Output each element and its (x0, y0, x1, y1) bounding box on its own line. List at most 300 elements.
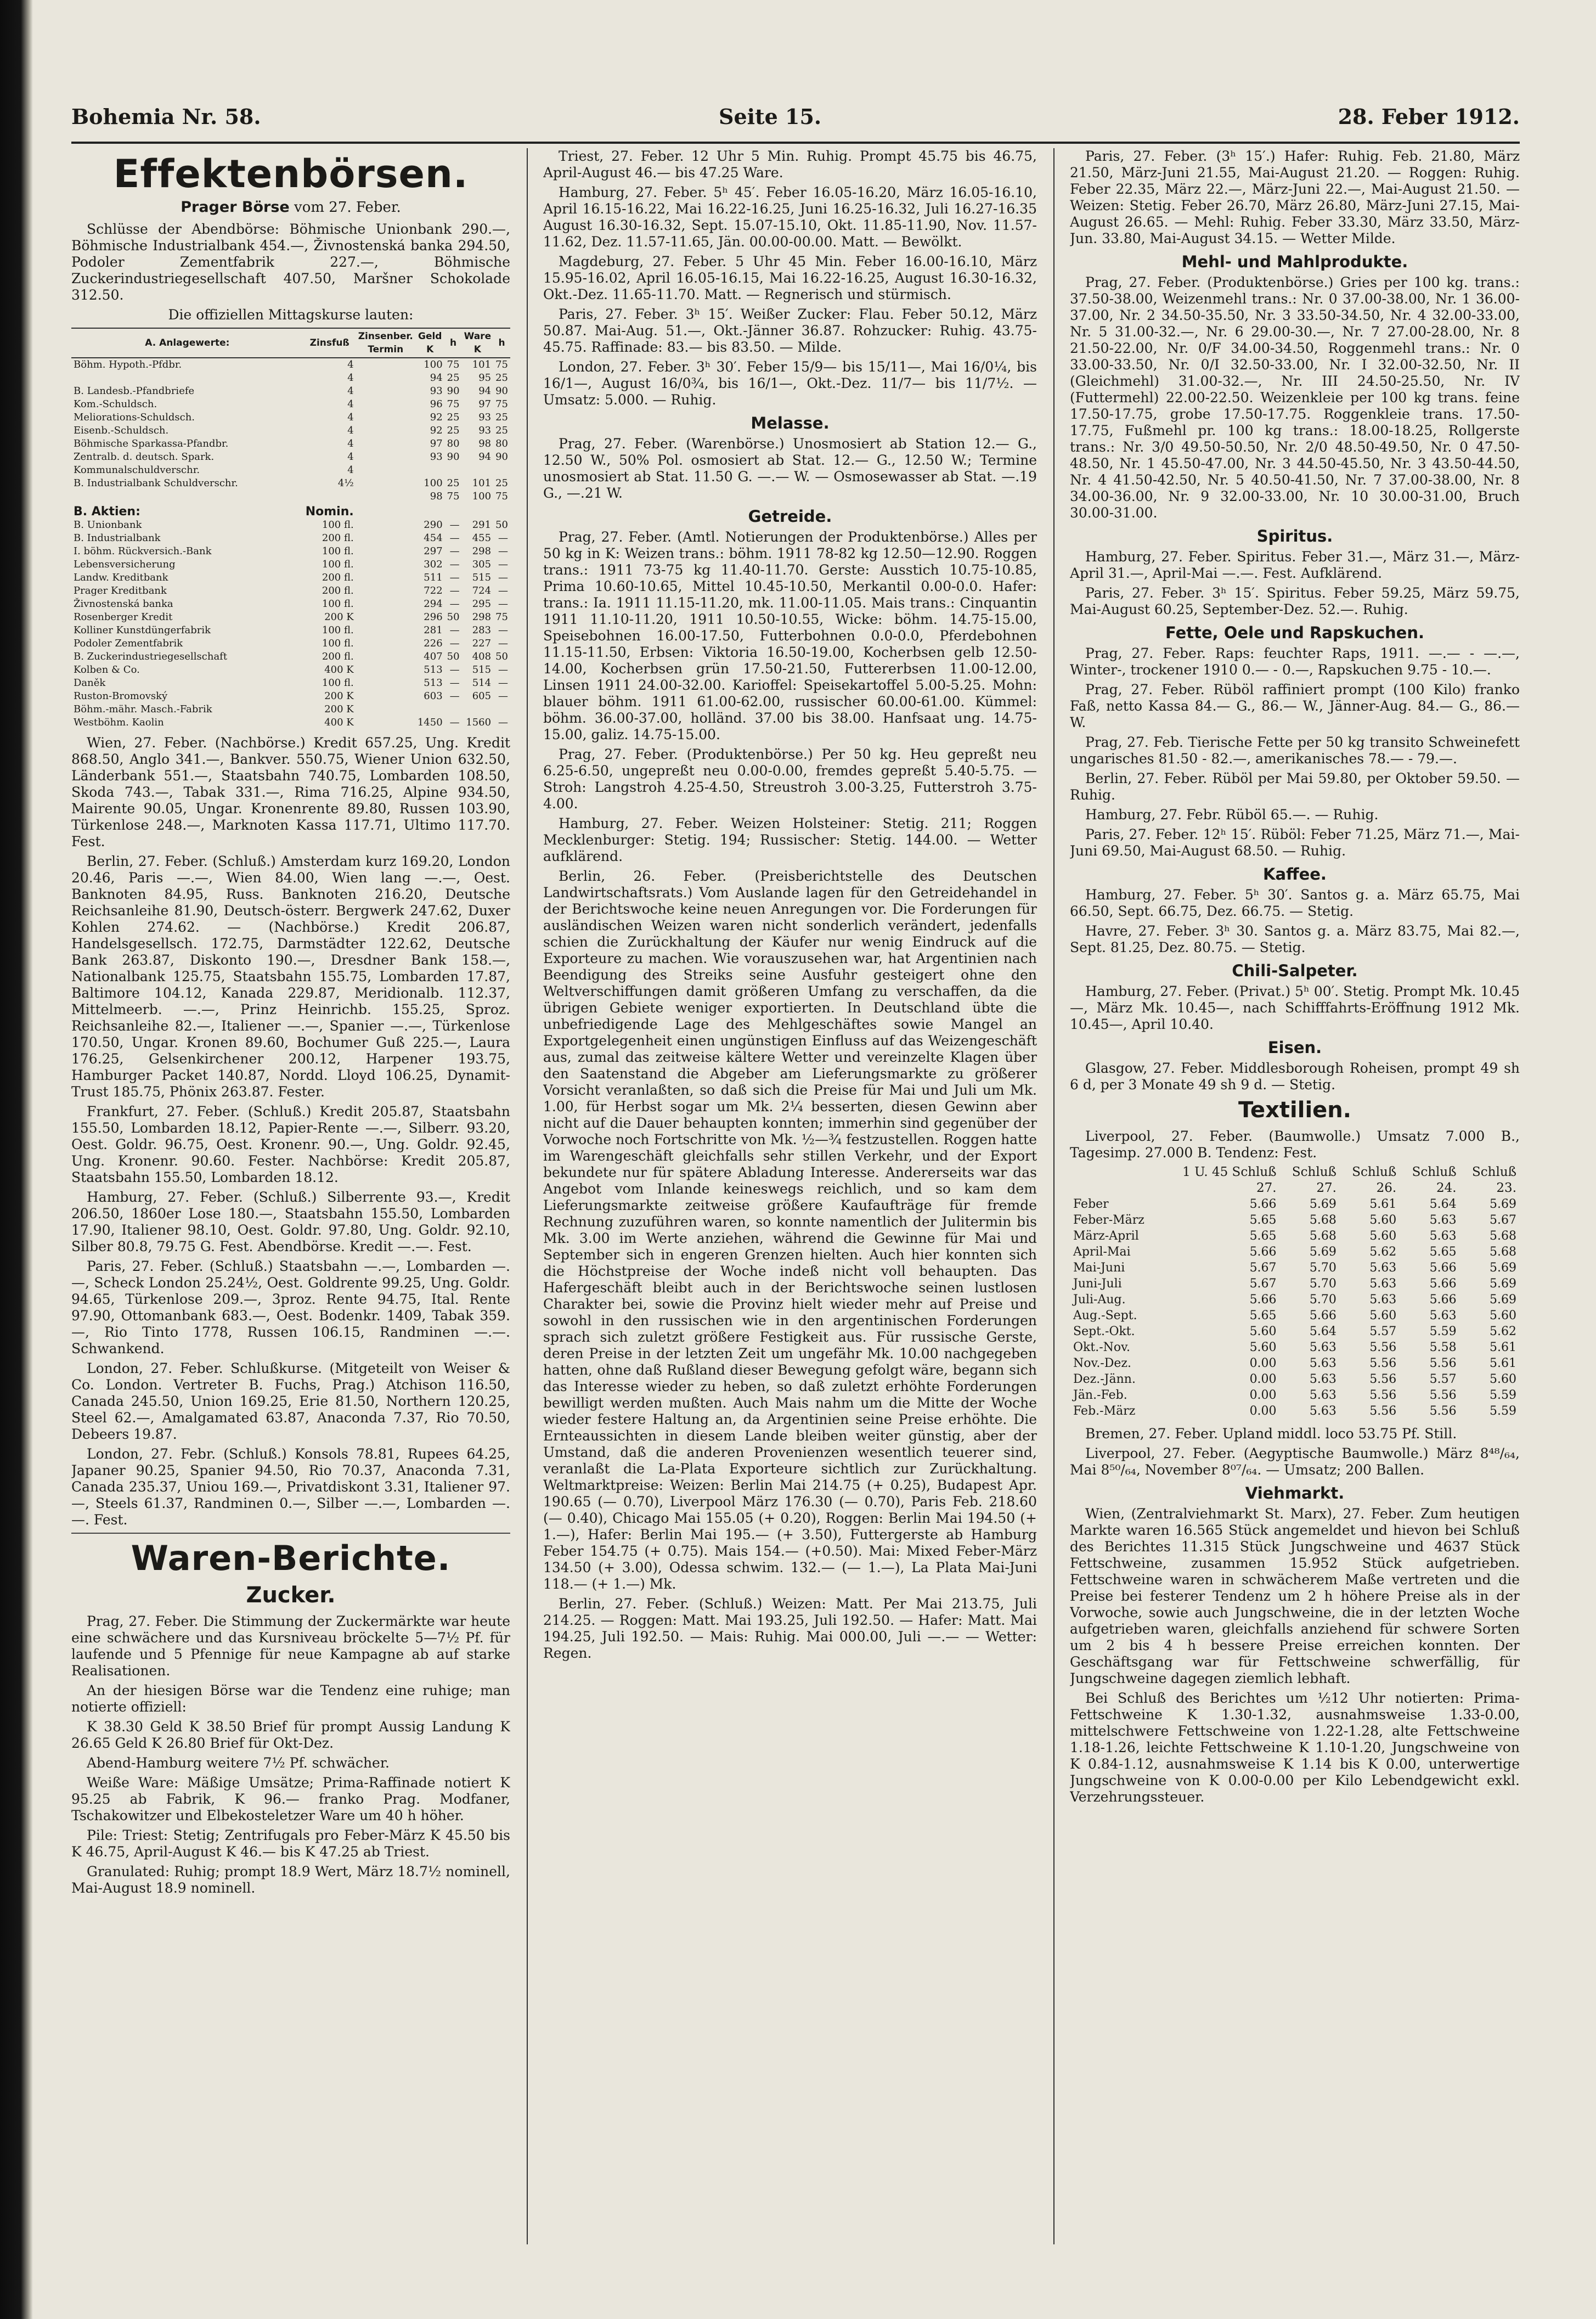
rates-header-cell: Ware K (462, 328, 494, 358)
rate-cell (356, 411, 415, 424)
security-name: Böhm. Hypoth.-Pfdbr. (74, 359, 182, 370)
rate-cell: 25 (447, 412, 460, 423)
rate-cell: — (498, 624, 508, 636)
rate-cell: 514 (472, 677, 492, 689)
price-cell: 5.69 (1490, 1197, 1516, 1211)
getreide-report-1: Prag, 27. Feber. (Amtl. Notierungen der Produktenbörse.) Alles per 50 kg in K: Weizen trans.: böhm. 1911 78-82 kg 12.50—12.90. Roggen trans.: 1911 73-75 kg 11.40-11.70. Gerste: Ausstich 10.75-10.85, Prima 10.60-10.65, Mittel 10.45-10.50, Merkantil 0.00-0.0. Hafer: trans.: Ia. 1911 11.15-11.20, mk. 11.00-11.05. Mais trans.: Cinquantin 1911 11.10-11.20, 1911 10.50-10.55, Wicke: böhm. 14.75-15.00, Speisebohnen 16.00-17.50, Futterbohnen 0.0-0.0, Pferdebohnen 11.15-11.50, Erbsen: Viktoria 16.50-19.00, Kocherbsen gelb 12.50-14.00, Kocherbsen grün 17.50-21.50, Futtererbsen 11.00-12.00, Linsen 1911 24.00-32.00. Karioffel: Speisekartoffel 5.00-5.25. Mohn: blauer böhm. 1911 61.00-62.00, russischer 60.00-61.00. Kümmel: böhm. 36.00-37.00, holländ. 37.00 bis 38.00. Hanfsaat ung. 14.75-15.00, galiz. 14.75-15.00. (543, 529, 1037, 742)
getreide-report-2: Prag, 27. Feber. (Produktenbörse.) Per 50 kg. Heu gepreßt neu 6.25-6.50, ungepreßt neu 0.00-0.00, fremdes gepreßt 5.40-5.75. — Stroh: Langstroh 4.25-4.50, Streustroh 3.00-3.25, Futterstroh 3.75-4.00. (543, 746, 1037, 812)
price-cell: 5.63 (1309, 1388, 1336, 1402)
price-cell: 5.56 (1429, 1388, 1457, 1402)
security-name: B. Zuckerindustriegesellschaft (74, 651, 228, 662)
rate-cell: — (498, 717, 508, 728)
price-cell: 27. (1316, 1181, 1336, 1195)
price-cell: 5.62 (1369, 1245, 1397, 1259)
viehmarkt-report-1: Wien, (Zentralviehmarkt St. Marx), 27. Feber. Zum heutigen Markte waren 16.565 Stück angemeldet und hievon bei Schluß des Berichtes 11.315 Stück Jungschweine und 4637 Stück Fettschweine, zusammen 15.952 Stück aufgetrieben. Fettschweine waren in schwächerem Maße vertreten und die Preise bei festerer Tendenz um 2 h höhere Preise als in der Vorwoche, sowie auch Jungschweine, die in der letzten Woche aufgetrieben waren, gleichfalls anziehend für schwere Sorten um 2 bis 4 h bessere Preise erreichen konnten. Der Geschäftsgang war für Fettschweine schwerfällig, für Jungschweine dagegen ziemlich lebhaft. (1070, 1506, 1520, 1686)
rate-cell: 100 fl. (322, 638, 354, 649)
price-cell: 5.60 (1490, 1372, 1516, 1386)
price-cell: 5.57 (1369, 1325, 1397, 1338)
rate-cell: — (449, 532, 460, 544)
rate-cell: 96 (430, 398, 443, 410)
rate-cell: 93 (430, 385, 443, 397)
security-name: Böhm.-mähr. Masch.-Fabrik (74, 703, 212, 715)
price-cell: 5.64 (1429, 1197, 1457, 1211)
table-row (71, 637, 510, 650)
price-cell: 5.65 (1249, 1213, 1277, 1227)
price-cell: 5.56 (1369, 1388, 1397, 1402)
rate-cell: 98 (478, 438, 492, 449)
price-cell: 5.69 (1490, 1293, 1516, 1307)
rate-cell: 101 (472, 477, 492, 489)
eisen-report: Glasgow, 27. Feber. Middlesborough Roheisen, prompt 49 sh 6 d, per 3 Monate 49 sh 9 d. — Stetig. (1070, 1060, 1520, 1093)
rate-cell (356, 690, 415, 703)
column-1 (71, 148, 510, 2255)
rate-cell: 226 (424, 638, 443, 649)
price-cell: 5.61 (1490, 1356, 1516, 1370)
frankfurt-report: Frankfurt, 27. Feber. (Schluß.) Kredit 205.87, Staatsbahn 155.50, Lombarden 18.12, Papier-Rente —.—, Silberr. 93.20, Oest. Goldr. 96.75, Oest. Kronenr. 90.—, Ung. Goldr. 92.45, Ung. Kronenr. 90.60. Fester. Nachbörse: Kredit 205.87, Staatsbahn 155.50, Lombarden 18.12. (71, 1104, 510, 1185)
rate-cell: 227 (472, 638, 492, 649)
price-cell: 5.66 (1249, 1293, 1277, 1307)
spiritus-report-2: Paris, 27. Feber. 3ʰ 15′. Spiritus. Feber 59.25, März 59.75, Mai-August 60.25, September-Dez. 52.—. Ruhig. (1070, 585, 1520, 617)
price-cell: 5.63 (1309, 1341, 1336, 1354)
rate-cell: 90 (447, 385, 460, 397)
table-row (71, 424, 510, 437)
fette-report-3: Prag, 27. Feb. Tierische Fette per 50 kg transito Schweinefett ungarisches 81.50 - 82.—, amerikanisches 78.— - 79.—. (1070, 734, 1520, 767)
price-cell: 1 U. 45 Schluß (1182, 1165, 1277, 1179)
rate-cell: 25 (495, 425, 508, 436)
rate-cell: 50 (447, 651, 460, 662)
melasse-title: Melasse. (751, 414, 830, 432)
rate-cell (356, 424, 415, 437)
rate-cell: 100 (424, 359, 443, 370)
price-cell: 5.63 (1309, 1356, 1336, 1370)
rate-cell: 90 (495, 451, 508, 463)
prager-boerse-date: vom 27. Feber. (294, 199, 401, 216)
rate-cell: — (498, 559, 508, 570)
month-label: Sept.-Okt. (1073, 1325, 1135, 1338)
table-row (71, 703, 510, 716)
month-label: März-April (1073, 1229, 1139, 1243)
spiritus-report-1: Hamburg, 27. Feber. Spiritus. Feber 31.—, März 31.—, März-April 31.—, April-Mai —.—. Fest. Aufklärend. (1070, 549, 1520, 581)
security-name: Landw. Kreditbank (74, 572, 168, 583)
price-cell: 26. (1376, 1181, 1397, 1195)
aktien-group-label: Nomin. (305, 505, 354, 519)
column-2 (543, 148, 1037, 2255)
rate-cell: 93 (430, 451, 443, 463)
rate-cell: — (498, 690, 508, 702)
price-cell: 5.56 (1429, 1356, 1457, 1370)
price-cell: 5.57 (1429, 1372, 1457, 1386)
price-cell: 5.59 (1429, 1325, 1457, 1338)
rate-cell: 298 (472, 611, 492, 623)
price-cell: 5.68 (1490, 1245, 1516, 1259)
rate-cell: 92 (430, 425, 443, 436)
viehmarkt-title: Viehmarkt. (1245, 1484, 1345, 1502)
month-label: Feber-März (1073, 1213, 1144, 1227)
rate-cell: 200 K (324, 611, 354, 623)
price-cell: 5.66 (1249, 1245, 1277, 1259)
price-cell: 5.59 (1490, 1388, 1516, 1402)
getreide-report-4: Berlin, 26. Feber. (Preisberichtstelle des Deutschen Landwirtschaftsrats.) Vom Auslande lagen für den Getreidehandel in der Berichtswoche keine neuen Anregungen vor. Die Forderungen für ausländischen Weizen waren nicht sonderlich verändert, jedenfalls schien die Zurückhaltung der Käufer nur wenig Eindruck auf die Exporteure zu machen. Wie vorauszusehen war, hat Argentinien nach Beendigung des Streiks seine Ausfuhr gesteigert ohne den Weltverschiffungen damit größeren Umfang zu verschaffen, da die übrigen Gebiete weniger exportierten. In Deutschland übte die unbefriedigende Lage des Mehlgeschäftes sowie Mangel an Exportgelegenheit einen ungünstigen Einfluss auf das Weizengeschäft aus, zumal das zeitweise kältere Wetter und vereinzelte Klagen über den Saatenstand die Abgeber am Lieferungsmarkte zu größerer Vorsicht veranlaßten, so daß sich die Preise für Mai und Juli um Mk. 1.00, für Herbst sogar um Mk. 2¼ besserten, diesen Gewinn aber nicht auf die Dauer behaupten konnten; immerhin sind gegenüber der Vorwoche noch Fortschritte von Mk. ½—¾ festzustellen. Roggen hatte im Warengeschäft gleichfalls sehr stillen Verkehr, und der Export bekundete nur für spätere Abladung Interesse. Andererseits war das Angebot vom Inlande keineswegs reichlich, und so kam dem Lieferungsmarkte zeitweise größere Kaufaufträge für fremde Rechnung zuzuführen waren, so konnte namentlich der Julitermin bis Mk. 3.00 im Werte anziehen, während die Gewinne für Mai und September sich in engeren Grenzen hielten. Auch hier konnten sich die Höchstpreise der Woche indeß nicht voll behaupten. Das Hafergeschäft bleibt auch in der Berichtswoche seinen lustlosen Charakter bei, sowie die Provinz hielt wieder mehr auf Preise und sowohl in den russischen wie in den argentinischen Forderungen sprach sich zuletzt größere Festigkeit aus. Für russische Gerste, deren Preise in der letzten Zeit um ungefähr Mk. 10.00 nachgegeben hatten, ohne daß Rußland dieser Bewegung gefolgt wäre, begann sich das Interesse wieder zu heben, so daß zuletzt erhöhte Forderungen bewilligt werden mußten. Auch Mais nahm um die Mitte der Woche wieder festere Haltung an, da Argentinien seine Preise erhöhte. Die Ernteaussichten in diesem Lande bleiben weiter günstig, aber der Umstand, daß die anderen Provenienzen wesentlich teuerer sind, veranlaßt die La-Plata Exporteure sichtlich zur Zurückhaltung. Weltmarktpreise: Weizen: Berlin Mai 214.75 (+ 0.25), Budapest Apr. 190.65 (— 0.70), Liverpool März 176.30 (— 0.70), Paris Feb. 218.60 (— 0.40), Chicago Mai 155.05 (+ 0.20), Roggen: Berlin Mai 194.50 (+ 1.—), Hafer: Berlin Mai 195.— (+ 3.50), Futtergerste ab Hamburg Feber 154.75 (+ 0.75). Mais 154.— (+0.50). Mai: Mixed Feber-März 134.50 (+ 3.00), Odessa schwim. 132.— (— 1.—), La Plata Mai-Juni 118.— (+ 1.—) Mk. (543, 868, 1037, 1592)
magdeburg-report: Magdeburg, 27. Feber. 5 Uhr 45 Min. Feber 16.00-16.10, März 15.95-16.02, April 16.05-16.15, Mai 16.22-16.25, August 16.30-16.32, Okt.-Dez. 11.65-11.70. Matt. — Regnerisch und stürmisch. (543, 254, 1037, 302)
prager-boerse-heading (71, 199, 510, 216)
getreide-report-5: Berlin, 27. Feber. (Schluß.) Weizen: Matt. Per Mai 213.75, Juli 214.25. — Roggen: Matt. Mai 193.25, Juli 192.50. — Hafer: Matt. Mai 194.25, Juli 192.50. — Mais: Ruhig. Mai 000.00, Juli —.— — Wetter: Regen. (543, 1596, 1037, 1661)
price-cell: 5.66 (1429, 1293, 1457, 1307)
price-cell: 5.63 (1369, 1277, 1397, 1291)
table-row (71, 690, 510, 703)
table-row (1070, 1387, 1520, 1403)
rate-cell (356, 398, 415, 411)
rate-cell: 75 (495, 611, 508, 623)
getreide-report-3: Hamburg, 27. Feber. Weizen Holsteiner: Stetig. 211; Roggen Mecklenburger: Stetig. 194; Russischer: Stetig. 144.00. — Wetter aufklärend. (543, 815, 1037, 864)
column-rule-2 (1053, 148, 1054, 2244)
rate-cell (356, 358, 415, 372)
rate-cell: 25 (447, 372, 460, 384)
price-cell: 0.00 (1249, 1372, 1277, 1386)
fette-report-1: Prag, 27. Feber. Raps: feuchter Raps, 1911. —.— - —.—, Winter-, trockener 1910 0.— - 0.—, Rapskuchen 9.75 - 10.—. (1070, 645, 1520, 678)
month-label (1070, 1164, 1161, 1180)
aktien-group-row (71, 503, 510, 519)
rate-cell: 513 (424, 664, 443, 676)
price-cell: 5.60 (1249, 1325, 1277, 1338)
rate-cell: — (449, 638, 460, 649)
rate-cell (356, 372, 415, 385)
effektenboersen-title: Effektenbörsen. (113, 151, 469, 196)
rate-cell: 1450 (417, 717, 443, 728)
rate-cell: 50 (447, 611, 460, 623)
rate-cell: 298 (472, 545, 492, 557)
bremen-report: Bremen, 27. Feber. Upland middl. loco 53.75 Pf. Still. (1085, 1426, 1457, 1442)
rate-cell: — (498, 585, 508, 596)
rate-cell: 75 (495, 491, 508, 502)
rate-cell (493, 464, 510, 477)
rate-cell: 291 (472, 519, 492, 531)
rates-header-cell: Zinsenber. Termin (356, 328, 415, 358)
rate-cell (356, 519, 415, 532)
rates-header-cell: Geld K (415, 328, 445, 358)
rate-cell (356, 558, 415, 571)
column-3 (1070, 148, 1520, 2255)
rate-cell (356, 451, 415, 464)
rates-header-cell: A. Anlagewerte: (71, 328, 303, 358)
price-cell: 27. (1256, 1181, 1277, 1195)
rate-cell: 50 (495, 519, 508, 531)
abendboerse-text: Schlüsse der Abendbörse: Böhmische Unionbank 290.—, Böhmische Industrialbank 454.—, Živnostenská banka 294.50, Podoler Zementfabrik 227.—, Böhmische Zuckerindustriegesellschaft 407.50, Maršner Schokolade 312.50. (71, 221, 510, 303)
price-cell: 5.67 (1249, 1261, 1277, 1275)
rate-cell: 281 (424, 624, 443, 636)
newspaper-page (71, 93, 1520, 2266)
rate-cell (462, 703, 494, 716)
rate-cell (445, 703, 462, 716)
table-row (71, 372, 510, 385)
rate-cell (493, 703, 510, 716)
rate-cell: 98 (430, 491, 443, 502)
rate-cell: 515 (472, 572, 492, 583)
price-cell: 5.65 (1249, 1309, 1277, 1322)
price-cell: 5.66 (1309, 1309, 1336, 1322)
table-row (71, 663, 510, 677)
price-cell: 5.70 (1309, 1277, 1336, 1291)
month-label: Nov.-Dez. (1073, 1356, 1131, 1370)
mehl-report: Prag, 27. Feber. (Produktenbörse.) Gries per 100 kg. trans.: 37.50-38.00, Weizenmehl trans.: Nr. 0 37.00-38.00, Nr. 1 36.00-37.00, Nr. 2 34.50-35.50, Nr. 3 33.50-34.50, Nr. 4 32.00-33.00, Nr. 5 31.00-32.—, Nr. 6 29.00-30.—, Nr. 7 27.00-28.00, Nr. 8 21.50-22.00, Nr. 0/F 34.00-34.50, Roggenmehl trans.: Nr. 0 33.00-33.50, Nr. 0/I 32.50-33.00, Nr. I 32.00-32.50, Nr. II (Gleichmehl) 31.00-32.—, Nr. III 24.50-25.50, Nr. IV (Futtermehl) 22.00-22.50. Weizenkleie per 100 kg trans. feine 17.50-17.75, grobe 17.50-17.75. Roggenkleie trans. 17.50-17.75, Fußmehl pr. 100 kg trans.: 18.00-18.25, Rollgerste trans.: Nr. 3/0 49.50-50.50, Nr. 2/0 48.50-49.50, Nr. 0 47.50-48.50, Nr. 1 45.50-47.00, Nr. 3 44.50-45.50, Nr. 3 43.50-44.50, Nr. 4 41.50-42.50, Nr. 5 40.50-41.50, Nr. 7 37.00-38.00, Nr. 8 34.00-36.00, Nr. 9 32.00-33.00, Nr. 10 30.00-31.00, Bruch 30.00-31.00. (1070, 274, 1520, 521)
security-name: Kolliner Kunstdüngerfabrik (74, 624, 211, 636)
scan-edge (0, 0, 33, 2319)
price-cell: 5.63 (1429, 1213, 1457, 1227)
rate-cell: 4 (347, 464, 354, 476)
mittagskurse-intro: Die offiziellen Mittagskurse lauten: (168, 307, 414, 323)
month-label: Jän.-Feb. (1073, 1388, 1127, 1402)
table-row (71, 477, 510, 490)
price-cell: 5.70 (1309, 1293, 1336, 1307)
fette-report-6: Paris, 27. Feber. 12ʰ 15′. Rüböl: Feber 71.25, März 71.—, Mai-Juni 69.50, Mai-August 68.50. — Ruhig. (1070, 826, 1520, 859)
header-page-number: Seite 15. (719, 104, 822, 129)
triest-report: Triest, 27. Feber. 12 Uhr 5 Min. Ruhig. Prompt 45.75 bis 46.75, April-August 46.— bis 47.25 Ware. (543, 148, 1037, 181)
rate-cell (356, 571, 415, 584)
price-cell: 5.63 (1429, 1229, 1457, 1243)
security-name: Kommunalschuldverschr. (74, 464, 200, 476)
table-row (71, 490, 510, 503)
fette-report-4: Berlin, 27. Feber. Rüböl per Mai 59.80, per Oktober 59.50. — Ruhig. (1070, 770, 1520, 803)
rate-cell: 94 (478, 385, 492, 397)
table-row (71, 677, 510, 690)
security-name: Kolben & Co. (74, 664, 140, 676)
getreide-title: Getreide. (748, 507, 832, 526)
rate-cell: 400 K (324, 717, 354, 728)
hamburg-zucker-report: Hamburg, 27. Feber. 5ʰ 45′. Feber 16.05-16.20, März 16.05-16.10, April 16.15-16.22, Mai 16.22-16.25, Juni 16.25-16.32, Juli 16.27-16.35 August 16.30-16.32, Sept. 15.07-15.10, Okt. 11.85-11.90, Nov. 11.57-11.62, Dez. 11.57-11.65, Jän. 00.00-00.00. Matt. — Bewölkt. (543, 184, 1037, 250)
rate-cell: 100 fl. (322, 624, 354, 636)
rate-cell: 100 (472, 491, 492, 502)
price-cell: Schluß (1352, 1165, 1397, 1179)
rate-cell: — (449, 690, 460, 702)
rate-cell: 101 (472, 359, 492, 370)
rate-cell (356, 545, 415, 558)
rate-cell: — (449, 598, 460, 610)
zucker-report-1: Prag, 27. Feber. Die Stimmung der Zuckermärkte war heute eine schwächere und das Kursniveau bröckelte 5—7½ Pf. für laufende und 5 Pfennige für neue Kampagne ab auf starke Realisationen. (71, 1613, 510, 1679)
mehl-title: Mehl- und Mahlprodukte. (1181, 252, 1408, 271)
london-zucker-report: London, 27. Feber. 3ʰ 30′. Feber 15/9— bis 15/11—, Mai 16/0¼, bis 16/1—, August 16/0¾, bis 16/1—, Okt.-Dez. 11/7— bis 11/7½. — Umsatz: 5.000. — Ruhig. (543, 359, 1037, 408)
rate-cell: 200 K (324, 703, 354, 715)
zucker-title: Zucker. (246, 1583, 336, 1608)
security-name: Ruston-Bromovský (74, 690, 168, 702)
table-row (1070, 1324, 1520, 1339)
rate-cell: 100 fl. (322, 559, 354, 570)
price-cell: 5.61 (1490, 1341, 1516, 1354)
table-row (71, 464, 510, 477)
security-name: I. böhm. Rückversich.-Bank (74, 545, 212, 557)
fette-report-2: Prag, 27. Feber. Rüböl raffiniert prompt (100 Kilo) franko Faß, netto Kassa 84.— G., 86.— W., Jänner-Aug. 84.— G., 86.— W. (1070, 682, 1520, 730)
table-row (71, 650, 510, 663)
security-name: B. Industrialbank (74, 532, 161, 544)
rate-cell (415, 703, 445, 716)
rate-cell: 605 (472, 690, 492, 702)
rate-cell (303, 490, 356, 503)
viehmarkt-report-2: Bei Schluß des Berichtes um ½12 Uhr notierten: Prima-Fettschweine K 1.30-1.32, ausnahmsweise 1.33-0.00, mittelschwere Fettschweine von 1.22-1.28, alte Fettschweine 1.18-1.26, leichte Fettschweine K 1.10-1.20, Jungschweine von K 0.84-1.12, ausnahmsweise K 1.14 bis K 0.00, unterwertige Jungschweine von K 0.00-0.00 per Kilo Lebendgewicht exkl. Verzehrungssteuer. (1070, 1690, 1520, 1805)
security-name: B. Unionbank (74, 519, 142, 531)
rate-cell: 25 (495, 372, 508, 384)
rate-cell: 295 (472, 598, 492, 610)
month-label: Mai-Juni (1073, 1261, 1125, 1275)
table-row (1070, 1212, 1520, 1228)
security-name: B. Landesb.-Pfandbriefe (74, 385, 195, 397)
table-row (71, 584, 510, 598)
rate-cell (356, 677, 415, 690)
rate-cell: 4 (347, 385, 354, 397)
rate-cell: — (449, 677, 460, 689)
rate-cell: — (449, 664, 460, 676)
zucker-report-2: An der hiesigen Börse war die Tendenz eine ruhige; man notierte offiziell: (71, 1682, 510, 1715)
price-cell: 5.70 (1309, 1261, 1336, 1275)
tex-header-row (1070, 1164, 1520, 1180)
rate-cell: 75 (447, 491, 460, 502)
rate-cell: 302 (424, 559, 443, 570)
fette-report-5: Hamburg, 27. Febr. Rüböl 65.—. — Ruhig. (1085, 807, 1379, 823)
rate-cell (356, 716, 415, 729)
table-row (71, 558, 510, 571)
price-cell: Schluß (1472, 1165, 1516, 1179)
rate-cell: — (449, 624, 460, 636)
price-cell: 5.56 (1369, 1372, 1397, 1386)
rate-cell: 25 (495, 477, 508, 489)
rate-cell: 50 (495, 651, 508, 662)
rate-cell: 200 fl. (322, 585, 354, 596)
rate-cell (356, 464, 415, 477)
security-name: Živnostenská banka (74, 598, 173, 610)
rate-cell: 100 fl. (322, 519, 354, 531)
rate-cell: 290 (424, 519, 443, 531)
rate-cell: 200 fl. (322, 572, 354, 583)
kaffee-report-1: Hamburg, 27. Feber. 5ʰ 30′. Santos g. a. März 65.75, Mai 66.50, Sept. 66.75, Dez. 66.75. — Stetig. (1070, 887, 1520, 919)
rate-cell: 294 (424, 598, 443, 610)
price-cell: 5.58 (1429, 1341, 1457, 1354)
price-cell: 5.63 (1429, 1309, 1457, 1322)
rate-cell: 511 (424, 572, 443, 583)
rate-cell: 25 (447, 477, 460, 489)
baumwolle-table (1070, 1164, 1520, 1419)
price-cell: 5.60 (1369, 1213, 1397, 1227)
table-row (1070, 1276, 1520, 1292)
rate-cell: 513 (424, 677, 443, 689)
rate-cell: 515 (472, 664, 492, 676)
liverpool-report-2: Liverpool, 27. Feber. (Aegyptische Baumwolle.) März 8⁴⁸/₆₄, Mai 8⁵⁰/₆₄, November 8⁰⁷/₆₄. — Umsatz; 200 Ballen. (1070, 1445, 1520, 1478)
price-cell: 5.59 (1490, 1404, 1516, 1418)
rate-cell (356, 703, 415, 716)
tex-date-row (1070, 1180, 1520, 1196)
table-row (71, 519, 510, 532)
price-cell: 5.66 (1429, 1261, 1457, 1275)
table-row (71, 611, 510, 624)
rate-cell: — (449, 717, 460, 728)
rate-cell: 25 (495, 412, 508, 423)
kaffee-title: Kaffee. (1263, 865, 1327, 883)
liverpool-report-1: Liverpool, 27. Feber. (Baumwolle.) Umsatz 7.000 B., Tagesimp. 27.000 B. Tendenz: Fest. (1070, 1128, 1520, 1161)
rate-cell: 4 (347, 398, 354, 410)
column-rule-1 (527, 148, 528, 2244)
prager-boerse-label: Prager Börse (181, 199, 290, 216)
kaffee-report-2: Havre, 27. Feber. 3ʰ 30. Santos g. a. März 83.75, Mai 82.—, Sept. 81.25, Dez. 80.75. — Stetig. (1070, 923, 1520, 955)
price-cell: 5.69 (1309, 1245, 1336, 1259)
rate-cell (415, 464, 445, 477)
table-row (1070, 1339, 1520, 1355)
price-cell: 5.63 (1309, 1372, 1336, 1386)
security-name: Meliorations-Schuldsch. (74, 412, 195, 423)
zucker-report-5: Weiße Ware: Mäßige Umsätze; Prima-Raffinade notiert K 95.25 ab Fabrik, K 96.— franko Prag. Modfaner, Tschakowitzer und Elbekosteletzer Ware um 40 h höher. (71, 1775, 510, 1823)
rate-cell: 4 (347, 412, 354, 423)
rate-cell (356, 437, 415, 451)
security-name (71, 372, 303, 385)
rate-cell (356, 650, 415, 663)
price-cell: 5.64 (1309, 1325, 1336, 1338)
rate-cell: 97 (430, 438, 443, 449)
month-label: Okt.-Nov. (1073, 1341, 1130, 1354)
rate-cell: 296 (424, 611, 443, 623)
rate-cell: 4½ (337, 477, 354, 489)
table-row (1070, 1228, 1520, 1244)
price-cell: Schluß (1412, 1165, 1457, 1179)
price-cell: 5.60 (1249, 1341, 1277, 1354)
rate-cell (356, 385, 415, 398)
rate-cell: 90 (447, 451, 460, 463)
table-row (71, 411, 510, 424)
price-cell: 5.56 (1369, 1404, 1397, 1418)
price-cell: Schluß (1292, 1165, 1336, 1179)
rate-cell: — (498, 664, 508, 676)
security-name: Westböhm. Kaolin (74, 717, 164, 728)
berlin-report: Berlin, 27. Feber. (Schluß.) Amsterdam kurz 169.20, London 20.46, Paris —.—, Wien 84.00, Wien lang —.—, Oest. Banknoten 84.95, Russ. Banknoten 216.20, Deutsche Reichsanleihe 81.90, Deutsch-österr. Bergwerk 247.62, Duxer Kohlen 274.62. — (Nachbörse.) Kredit 206.87, Handelsgesellsch. 172.75, Darmstädter 122.62, Deutsche Bank 263.87, Diskonto 190.—, Dresdner Bank 158.—, Nationalbank 125.75, Staatsbahn 155.75, Lombarden 17.87, Baltimore 104.12, Kanada 229.87, Meridionalb. 112.37, Mittelmeerb. —.—, Prinz Heinrichb. 155.25, Sproz. Reichsanleihe 82.—, Italiener —.—, Spanier —.—, Türkenlose 170.50, Ungar. Kronen 89.60, Bochumer Guß 225.—, Laura 176.25, Gelsenkirchener 200.12, Harpener 193.75, Hamburger Packet 140.87, Nordd. Lloyd 106.25, Dynamit-Trust 185.75, Phönix 263.87. Fester. (71, 853, 510, 1100)
rate-cell: 200 fl. (322, 651, 354, 662)
rate-cell (356, 490, 415, 503)
rate-cell (356, 584, 415, 598)
rate-cell: 200 K (324, 690, 354, 702)
chili-title: Chili-Salpeter. (1232, 961, 1358, 980)
rate-cell (356, 611, 415, 624)
price-cell: 5.69 (1309, 1197, 1336, 1211)
rate-cell: 1560 (466, 717, 492, 728)
security-name: Eisenb.-Schuldsch. (74, 425, 169, 436)
month-label: Juli-Aug. (1073, 1293, 1126, 1307)
rate-cell: 94 (478, 451, 492, 463)
rate-cell: 283 (472, 624, 492, 636)
rate-cell: — (498, 598, 508, 610)
price-cell: 5.60 (1369, 1229, 1397, 1243)
security-name: Prager Kreditbank (74, 585, 167, 596)
price-cell: 24. (1436, 1181, 1457, 1195)
eisen-title: Eisen. (1267, 1038, 1322, 1057)
price-cell: 5.65 (1429, 1245, 1457, 1259)
rate-cell: — (449, 519, 460, 531)
table-row (71, 437, 510, 451)
rate-cell: 297 (424, 545, 443, 557)
table-row (1070, 1260, 1520, 1276)
table-row (1070, 1244, 1520, 1260)
wien-report: Wien, 27. Feber. (Nachbörse.) Kredit 657.25, Ung. Kredit 868.50, Anglo 341.—, Bankver. 550.75, Wiener Union 632.50, Länderbank 551.—, Staatsbahn 740.75, Lombarden 108.50, Skoda 743.—, Tabak 331.—, Rima 716.25, Alpine 934.50, Mairente 90.05, Ungar. Kronenrente 89.80, Russen 103.90, Türkenlose 248.—, Marknoten Kassa 117.71, Ultimo 117.70. Fest. (71, 735, 510, 849)
price-cell: 5.63 (1369, 1293, 1397, 1307)
price-cell: 5.56 (1369, 1356, 1397, 1370)
price-cell: 5.56 (1369, 1341, 1397, 1354)
month-label: April-Mai (1073, 1245, 1131, 1259)
spiritus-title: Spiritus. (1256, 527, 1333, 545)
price-cell: 5.68 (1490, 1229, 1516, 1243)
table-row (1070, 1292, 1520, 1308)
rate-cell: 400 K (324, 664, 354, 676)
rate-cell: 100 (424, 477, 443, 489)
security-name: B. Industrialbank Schuldverschr. (74, 477, 238, 489)
price-cell: 5.66 (1249, 1197, 1277, 1211)
price-cell: 5.61 (1369, 1197, 1397, 1211)
rate-cell: 92 (430, 412, 443, 423)
price-cell: 5.56 (1429, 1404, 1457, 1418)
security-name: Kom.-Schuldsch. (74, 398, 157, 410)
price-cell: 0.00 (1249, 1356, 1277, 1370)
month-label: Aug.-Sept. (1073, 1309, 1137, 1322)
